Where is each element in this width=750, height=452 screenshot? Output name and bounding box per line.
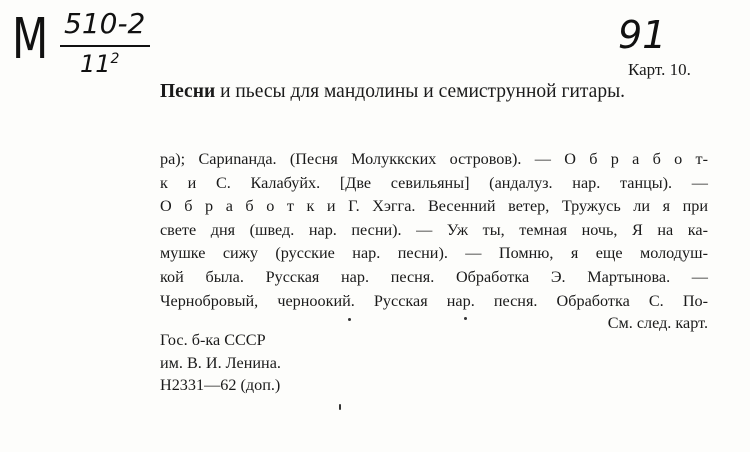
handwritten-sub-number: $11^2$ xyxy=(80,50,120,78)
scan-speck xyxy=(348,318,351,321)
body-line: мушке сижу (русские нар. песни). — Помню, я еще молодуш- xyxy=(160,244,708,263)
scan-speck xyxy=(339,404,341,410)
card-title xyxy=(160,80,710,104)
handwritten-letter: M xyxy=(12,7,47,72)
title-rest: и пьесы для мандолины и семиструнной гитары. xyxy=(220,81,626,102)
card-body xyxy=(160,148,708,313)
library-dedication: им. В. И. Ленина. xyxy=(160,353,281,372)
handwritten-sub-sup: 2 xyxy=(110,51,120,67)
handwritten-fraction-rule xyxy=(60,45,150,47)
library-imprint xyxy=(160,329,281,397)
see-next-card: См. след. карт. xyxy=(607,314,708,332)
body-line: О б р а б о т к и Г. Хэгга. Весенний ветер, Тружусь ли я при xyxy=(160,197,708,216)
library-record-number: Н2331—62 (доп.) xyxy=(160,376,281,394)
body-line: Чернобровый, черноокий. Русская нар. песня. Обработка С. По- xyxy=(160,291,708,310)
title-lead: Песни xyxy=(160,81,216,102)
body-line: кой была. Русская нар. песня. Обработка Э. Мартынова. — xyxy=(160,267,708,286)
body-line: свете дня (швед. нар. песни). — Уж ты, темная ночь, Я на ка- xyxy=(160,220,708,239)
scan-speck xyxy=(464,317,467,320)
handwritten-corner-number: 91 xyxy=(618,13,667,57)
handwritten-shelf-number: 510-2 xyxy=(64,7,146,40)
body-line: ра); Сариnанда. (Песня Молуккских островов). — О б р а б о т- xyxy=(160,150,708,168)
library-name: Гос. б-ка СССР xyxy=(160,331,266,349)
body-line: к и С. Калабуйх. [Две севильяны] (андалуз. нар. танцы). — xyxy=(160,173,708,192)
card-number: Карт. 10. xyxy=(628,60,691,79)
